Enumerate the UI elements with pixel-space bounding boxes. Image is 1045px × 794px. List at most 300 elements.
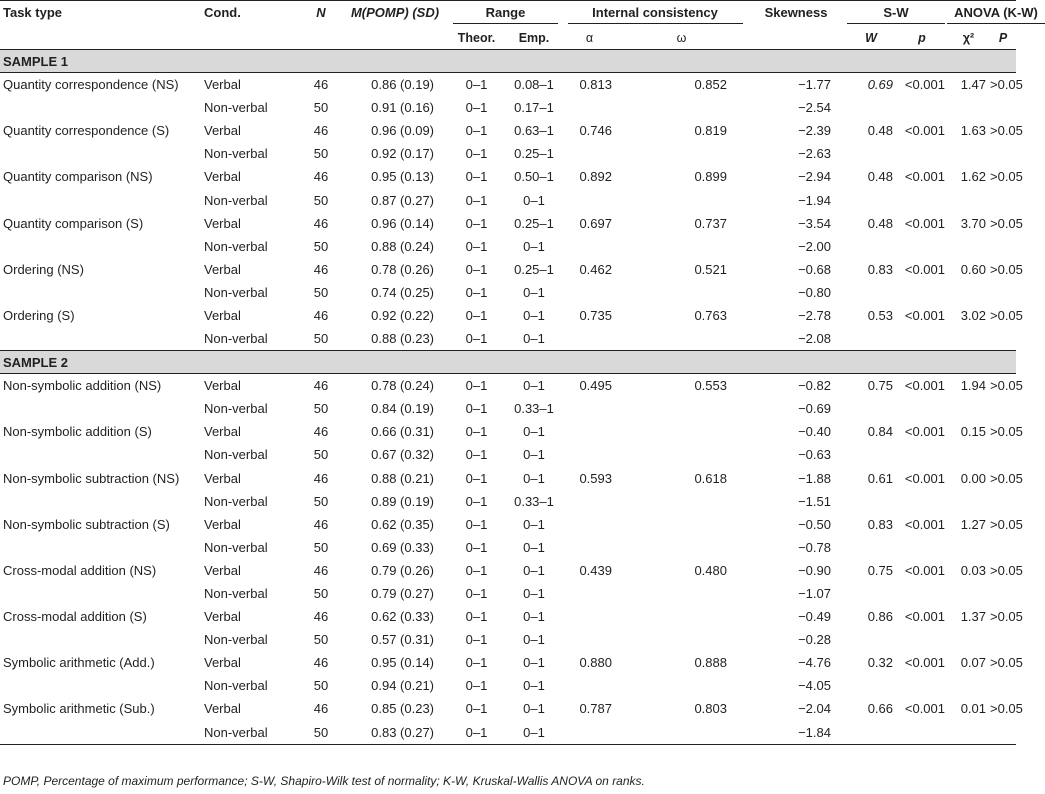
- chi-value: 1.63: [960, 123, 986, 139]
- table-row: [0, 304, 1016, 327]
- range-theor: 0–1: [465, 192, 488, 208]
- task-name: Quantity correspondence (NS): [3, 77, 179, 93]
- range-theor: 0–1: [465, 169, 488, 185]
- anova-p-value: [990, 235, 1016, 258]
- alpha-value: 0.439: [579, 562, 612, 578]
- task-name: [0, 142, 200, 165]
- alpha-value: [563, 420, 616, 443]
- task-name: [0, 536, 200, 559]
- col-emp: Emp.: [518, 31, 550, 45]
- range-emp: 0.17–1: [514, 100, 554, 116]
- skewness-value: −1.84: [747, 721, 845, 745]
- anova-p-value: [990, 443, 1016, 466]
- w-value: 0.69: [867, 77, 893, 93]
- alpha-value: [563, 235, 616, 258]
- task-name: Non-symbolic subtraction (NS): [3, 470, 180, 486]
- alpha-value: [563, 327, 616, 351]
- w-value: [845, 281, 897, 304]
- omega-value: [616, 96, 747, 119]
- condition: Non-verbal: [204, 192, 268, 208]
- table-row: [0, 212, 1016, 235]
- table-row: [0, 281, 1016, 304]
- anova-p-value: [990, 536, 1016, 559]
- p-value: [897, 536, 947, 559]
- anova-p-value: [990, 674, 1016, 697]
- alpha-value: [563, 490, 616, 513]
- w-value: 0.48: [867, 169, 893, 185]
- chi-value: 3.02: [960, 307, 986, 323]
- omega-value: [616, 721, 747, 745]
- range-theor: 0–1: [465, 678, 488, 694]
- skewness-value: −2.54: [798, 100, 831, 116]
- condition: Verbal: [204, 378, 241, 394]
- omega-value: 0.763: [694, 307, 727, 323]
- chi-value: [947, 674, 990, 697]
- chi-value: [947, 96, 990, 119]
- omega-value: [616, 281, 747, 304]
- task-name: [0, 721, 200, 745]
- section-title: SAMPLE 2: [0, 351, 1016, 374]
- p-value: [897, 281, 947, 304]
- n-value: 50: [313, 238, 329, 254]
- condition: Verbal: [204, 123, 241, 139]
- omega-value: [616, 582, 747, 605]
- p-value: <0.001: [904, 701, 945, 717]
- n-value: 46: [313, 123, 329, 139]
- w-value: [845, 188, 897, 211]
- m-pomp-value: 0.91 (0.16): [371, 100, 434, 116]
- section-header: [0, 50, 1016, 73]
- chi-value: [947, 142, 990, 165]
- chi-value: 0.60: [960, 261, 986, 277]
- skewness-value: −2.08: [798, 331, 831, 347]
- condition: Verbal: [204, 261, 241, 277]
- p-value: <0.001: [904, 609, 945, 625]
- p-value: [897, 327, 947, 351]
- w-value: [845, 674, 897, 697]
- n-value: 46: [313, 307, 329, 323]
- range-theor: 0–1: [465, 470, 488, 486]
- condition: Non-verbal: [200, 721, 300, 745]
- p-value: [897, 582, 947, 605]
- skewness-value: −2.94: [798, 169, 831, 185]
- table-row: [0, 165, 1016, 188]
- m-pomp-value: 0.74 (0.25): [371, 284, 434, 300]
- chi-value: [947, 536, 990, 559]
- anova-p-value: >0.05: [990, 261, 1023, 277]
- range-emp: 0–1: [523, 632, 545, 648]
- alpha-value: [563, 397, 616, 420]
- omega-value: [616, 443, 747, 466]
- n-value: 50: [313, 192, 329, 208]
- alpha-value: [563, 142, 616, 165]
- col-range: [448, 1, 563, 28]
- condition: Non-verbal: [204, 331, 268, 347]
- chi-value: [947, 582, 990, 605]
- anova-p-value: [990, 721, 1016, 745]
- alpha-value: [563, 674, 616, 697]
- task-name: Quantity correspondence (S): [3, 123, 170, 139]
- col-alpha: α: [585, 31, 594, 45]
- p-value: [897, 721, 947, 745]
- task-name: Quantity comparison (S): [3, 215, 144, 231]
- table-row: [0, 119, 1016, 142]
- range-theor: 0–1: [465, 261, 488, 277]
- skewness-value: −2.04: [798, 701, 831, 717]
- w-value: [845, 536, 897, 559]
- chi-value: [947, 721, 990, 745]
- w-value: 0.32: [867, 655, 893, 671]
- range-label: Range: [453, 5, 558, 24]
- n-value: 46: [313, 701, 329, 717]
- omega-value: 0.852: [694, 77, 727, 93]
- w-value: 0.61: [867, 470, 893, 486]
- table-row: [0, 188, 1016, 211]
- p-value: <0.001: [904, 562, 945, 578]
- range-emp: 0–1: [523, 470, 545, 486]
- alpha-value: [563, 96, 616, 119]
- alpha-value: 0.892: [579, 169, 612, 185]
- range-emp: 0.33–1: [514, 493, 554, 509]
- skewness-value: −0.28: [798, 632, 831, 648]
- n-value: 46: [313, 169, 329, 185]
- m-pomp-value: 0.89 (0.19): [371, 493, 434, 509]
- table-row: [0, 327, 1016, 351]
- anova-p-value: >0.05: [990, 215, 1023, 231]
- n-value: 46: [313, 77, 329, 93]
- range-theor: 0–1: [465, 562, 488, 578]
- table-row: [0, 651, 1016, 674]
- condition: Verbal: [204, 655, 241, 671]
- range-theor: 0–1: [465, 378, 488, 394]
- range-emp: 0–1: [523, 424, 545, 440]
- n-value: 46: [313, 261, 329, 277]
- w-value: 0.75: [867, 562, 893, 578]
- condition: Non-verbal: [204, 447, 268, 463]
- col-m-pomp: M(POMP) (SD): [342, 1, 448, 50]
- alpha-value: 0.495: [579, 378, 612, 394]
- table-row: [0, 628, 1016, 651]
- chi-value: 1.62: [960, 169, 986, 185]
- range-theor: 0–1: [465, 401, 488, 417]
- alpha-value: 0.697: [579, 215, 612, 231]
- col-sw: [845, 1, 947, 28]
- col-n: N: [300, 1, 342, 50]
- m-pomp-value: 0.57 (0.31): [371, 632, 434, 648]
- w-value: [845, 142, 897, 165]
- m-pomp-value: 0.88 (0.24): [371, 238, 434, 254]
- m-pomp-value: 0.92 (0.22): [371, 307, 434, 323]
- p-value: [897, 397, 947, 420]
- p-value: [897, 96, 947, 119]
- task-name: [0, 490, 200, 513]
- col-internal-consistency: [563, 1, 747, 28]
- chi-value: [947, 490, 990, 513]
- chi-value: [947, 281, 990, 304]
- condition: Verbal: [204, 516, 241, 532]
- alpha-value: 0.746: [579, 123, 612, 139]
- anova-p-value: >0.05: [990, 307, 1023, 323]
- table-row: [0, 258, 1016, 281]
- skewness-value: −0.49: [798, 609, 831, 625]
- range-theor: 0–1: [465, 516, 488, 532]
- skewness-value: −0.68: [798, 261, 831, 277]
- m-pomp-value: 0.85 (0.23): [371, 701, 434, 717]
- w-value: 0.83: [867, 261, 893, 277]
- chi-value: [947, 443, 990, 466]
- omega-value: [616, 674, 747, 697]
- n-value: 50: [313, 539, 329, 555]
- m-pomp-value: 0.92 (0.17): [371, 146, 434, 162]
- n-value: 50: [313, 678, 329, 694]
- skewness-value: −2.00: [798, 238, 831, 254]
- skewness-value: −2.78: [798, 307, 831, 323]
- alpha-value: 0.787: [579, 701, 612, 717]
- table-row: [0, 73, 1016, 97]
- range-emp: 0–1: [523, 238, 545, 254]
- condition: Verbal: [204, 215, 241, 231]
- m-pomp-value: 0.96 (0.14): [371, 215, 434, 231]
- task-name: [0, 443, 200, 466]
- range-theor: 0–1: [465, 238, 488, 254]
- n-value: 46: [313, 609, 329, 625]
- chi-value: 0.07: [960, 655, 986, 671]
- omega-value: 0.553: [694, 378, 727, 394]
- chi-value: [947, 235, 990, 258]
- range-theor: 0–1: [465, 493, 488, 509]
- p-value: <0.001: [904, 169, 945, 185]
- p-value: <0.001: [904, 470, 945, 486]
- p-value: <0.001: [904, 77, 945, 93]
- w-value: 0.84: [867, 424, 893, 440]
- range-theor: 0–1: [465, 331, 488, 347]
- task-name: [0, 327, 200, 351]
- col-anova: [947, 1, 1038, 28]
- m-pomp-value: 0.88 (0.21): [371, 470, 434, 486]
- anova-p-value: >0.05: [990, 424, 1023, 440]
- anova-p-value: [990, 628, 1016, 651]
- n-value: 50: [313, 331, 329, 347]
- w-value: 0.48: [867, 123, 893, 139]
- range-theor: 0–1: [465, 609, 488, 625]
- anova-p-value: >0.05: [990, 378, 1023, 394]
- table-row: [0, 142, 1016, 165]
- n-value: 46: [313, 424, 329, 440]
- alpha-value: [563, 536, 616, 559]
- anova-p-value: [990, 582, 1016, 605]
- n-value: 50: [313, 100, 329, 116]
- alpha-value: [563, 628, 616, 651]
- table-row: [0, 467, 1016, 490]
- n-value: 50: [313, 447, 329, 463]
- skewness-value: −1.94: [798, 192, 831, 208]
- w-value: [845, 628, 897, 651]
- alpha-value: 0.593: [579, 470, 612, 486]
- w-value: [845, 397, 897, 420]
- omega-value: 0.899: [694, 169, 727, 185]
- w-value: [845, 235, 897, 258]
- m-pomp-value: 0.78 (0.24): [371, 378, 434, 394]
- n-value: 46: [313, 470, 329, 486]
- range-emp: 0–1: [505, 721, 563, 745]
- alpha-value: [563, 582, 616, 605]
- alpha-value: [563, 605, 616, 628]
- p-value: <0.001: [904, 261, 945, 277]
- chi-value: 3.70: [960, 215, 986, 231]
- col-theor: Theor.: [457, 31, 496, 45]
- condition: Non-verbal: [204, 238, 268, 254]
- alpha-value: [563, 281, 616, 304]
- internal-label: Internal consistency: [568, 5, 743, 24]
- alpha-value: [563, 513, 616, 536]
- range-emp: 0–1: [523, 307, 545, 323]
- n-value: 46: [313, 215, 329, 231]
- range-theor: 0–1: [465, 284, 488, 300]
- skewness-value: −0.78: [798, 539, 831, 555]
- condition: Non-verbal: [204, 493, 268, 509]
- range-emp: 0–1: [523, 378, 545, 394]
- alpha-value: 0.813: [579, 77, 612, 93]
- omega-value: 0.819: [694, 123, 727, 139]
- table-header: [0, 1, 1038, 50]
- skewness-value: −4.05: [798, 678, 831, 694]
- range-emp: 0.63–1: [514, 123, 554, 139]
- range-emp: 0–1: [523, 516, 545, 532]
- skewness-value: −2.39: [798, 123, 831, 139]
- omega-value: [616, 235, 747, 258]
- m-pomp-value: 0.95 (0.13): [371, 169, 434, 185]
- task-name: [0, 281, 200, 304]
- col-P: P: [998, 31, 1008, 45]
- w-value: 0.48: [867, 215, 893, 231]
- w-value: 0.75: [867, 378, 893, 394]
- task-name: [0, 188, 200, 211]
- omega-value: 0.803: [694, 701, 727, 717]
- table-row: [0, 443, 1016, 466]
- skewness-value: −0.50: [798, 516, 831, 532]
- skewness-value: −1.77: [798, 77, 831, 93]
- condition: Non-verbal: [204, 284, 268, 300]
- omega-value: [616, 490, 747, 513]
- w-value: 0.86: [867, 609, 893, 625]
- anova-p-value: [990, 397, 1016, 420]
- w-value: [845, 443, 897, 466]
- range-theor: 0–1: [465, 146, 488, 162]
- chi-value: [947, 628, 990, 651]
- p-value: <0.001: [904, 378, 945, 394]
- range-emp: 0–1: [523, 539, 545, 555]
- chi-value: 0.15: [960, 424, 986, 440]
- m-pomp-value: 0.78 (0.26): [371, 261, 434, 277]
- col-p: p: [918, 31, 926, 45]
- table-row: [0, 513, 1016, 536]
- anova-p-value: >0.05: [990, 701, 1023, 717]
- omega-value: 0.737: [694, 215, 727, 231]
- condition: Verbal: [204, 562, 241, 578]
- chi-value: 1.27: [960, 516, 986, 532]
- p-value: [897, 628, 947, 651]
- range-emp: 0–1: [523, 331, 545, 347]
- n-value: 50: [300, 721, 342, 745]
- omega-value: [616, 513, 747, 536]
- skewness-value: −0.90: [798, 562, 831, 578]
- chi-value: 1.37: [960, 609, 986, 625]
- p-value: <0.001: [904, 424, 945, 440]
- skewness-value: −2.63: [798, 146, 831, 162]
- col-w: W: [865, 31, 877, 45]
- condition: Verbal: [204, 307, 241, 323]
- range-emp: 0–1: [523, 609, 545, 625]
- p-value: <0.001: [904, 516, 945, 532]
- table-footnote: POMP, Percentage of maximum performance; S-W, Shapiro-Wilk test of normality; K-W, Kruskal-Wallis ANOVA on ranks.: [3, 774, 645, 788]
- anova-p-value: [990, 142, 1016, 165]
- skewness-value: −4.76: [798, 655, 831, 671]
- range-theor: 0–1: [465, 307, 488, 323]
- omega-value: [616, 188, 747, 211]
- p-value: <0.001: [904, 215, 945, 231]
- skewness-value: −1.07: [798, 586, 831, 602]
- table-row: [0, 490, 1016, 513]
- range-theor: 0–1: [465, 447, 488, 463]
- task-name: [0, 397, 200, 420]
- condition: Verbal: [204, 169, 241, 185]
- n-value: 50: [313, 284, 329, 300]
- skewness-value: −3.54: [798, 215, 831, 231]
- m-pomp-value: 0.84 (0.19): [371, 401, 434, 417]
- w-value: [845, 327, 897, 351]
- omega-value: [616, 142, 747, 165]
- skewness-value: −0.69: [798, 401, 831, 417]
- anova-p-value: >0.05: [990, 655, 1023, 671]
- n-value: 50: [313, 146, 329, 162]
- range-theor: 0–1: [465, 123, 488, 139]
- task-name: Non-symbolic addition (NS): [3, 378, 162, 394]
- condition: Non-verbal: [204, 586, 268, 602]
- condition: Non-verbal: [204, 100, 268, 116]
- section-title: SAMPLE 1: [0, 50, 1016, 73]
- task-name: Non-symbolic subtraction (S): [3, 516, 170, 532]
- task-name: [0, 628, 200, 651]
- anova-p-value: [990, 327, 1016, 351]
- table-row: [0, 536, 1016, 559]
- range-emp: 0.50–1: [514, 169, 554, 185]
- anova-p-value: >0.05: [990, 562, 1023, 578]
- condition: Verbal: [204, 77, 241, 93]
- condition: Non-verbal: [204, 539, 268, 555]
- omega-value: [616, 536, 747, 559]
- anova-p-value: >0.05: [990, 609, 1023, 625]
- range-emp: 0–1: [523, 701, 545, 717]
- condition: Non-verbal: [204, 678, 268, 694]
- chi-value: 1.47: [960, 77, 986, 93]
- alpha-value: 0.880: [579, 655, 612, 671]
- n-value: 50: [313, 493, 329, 509]
- anova-p-value: >0.05: [990, 470, 1023, 486]
- task-name: Cross-modal addition (NS): [3, 562, 157, 578]
- m-pomp-value: 0.94 (0.21): [371, 678, 434, 694]
- p-value: <0.001: [904, 307, 945, 323]
- skewness-value: −1.51: [798, 493, 831, 509]
- anova-p-value: >0.05: [990, 169, 1023, 185]
- range-emp: 0.25–1: [514, 215, 554, 231]
- m-pomp-value: 0.86 (0.19): [371, 77, 434, 93]
- skewness-value: −0.80: [798, 284, 831, 300]
- chi-value: [947, 397, 990, 420]
- table-row: [0, 374, 1016, 398]
- alpha-value: 0.735: [579, 307, 612, 323]
- table-row: [0, 420, 1016, 443]
- task-name: Non-symbolic addition (S): [3, 424, 152, 440]
